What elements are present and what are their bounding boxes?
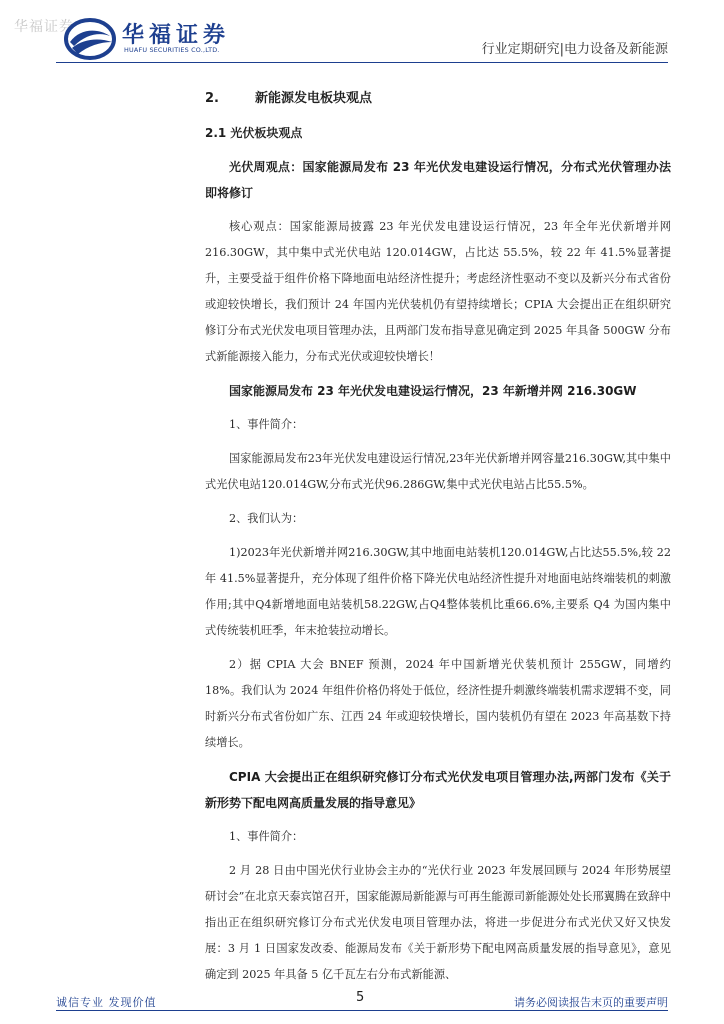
logo-name-cn: 华福证券 (122, 23, 231, 48)
document-body (205, 86, 671, 988)
header-divider (56, 62, 668, 63)
footer-divider (56, 1010, 668, 1011)
weekly-view-heading: 光伏周观点：国家能源局发布 23 年光伏发电建设运行情况，分布式光伏管理办法即将修订 (205, 160, 671, 200)
view-paragraph-2: 2）据 CPIA 大会 BNEF 预测，2024 年中国新增光伏装机预计 255GW，同增约 18%。我们认为 2024 年组件价格仍将处于低位，经济性提升刺激终端装机需求逻辑不变，同时新兴分布式省份如广东、江西 24 年或迎较快增长，国内装机仍有望在 2023 年高基数下持续增长。 (205, 658, 671, 749)
section-number: 2. (205, 91, 219, 106)
report-category: 行业定期研究|电力设备及新能源 (481, 42, 668, 57)
event-text-2: 2 月 28 日由中国光伏行业协会主办的“光伏行业 2023 年发展回顾与 2024 年形势展望研讨会”在北京天泰宾馆召开，国家能源局新能源与可再生能源司新能源处处长邢翼腾在致辞中指出正在组织研究修订分布式光伏发电项目管理办法，将进一步促进分布式光伏又好又快发展：3 月 1 日国家发改委、能源局发布《关于新形势下配电网高质量发展的指导意见》，意见确定到 2025 年具备 5 亿千瓦左右分布式新能源、 (205, 864, 671, 981)
event-label-1: 1、事件简介： (229, 418, 304, 431)
view-label-1: 2、我们认为： (229, 512, 304, 525)
section-title: 新能源发电板块观点 (255, 91, 373, 106)
event-label-2: 1、事件简介： (229, 830, 304, 843)
footer-disclaimer: 请务必阅读报告末页的重要声明 (514, 996, 668, 1009)
footer-slogan: 诚信专业 发现价值 (56, 996, 157, 1009)
company-logo (64, 16, 244, 62)
section-heading (205, 86, 671, 112)
watermark: 华福证券 (14, 19, 74, 35)
logo-mark-icon (64, 16, 120, 62)
news-heading-2: CPIA 大会提出正在组织研究修订分布式光伏发电项目管理办法,两部门发布《关于新形势下配电网高质量发展的指导意见》 (205, 770, 671, 810)
view-paragraph-1: 1)2023年光伏新增并网216.30GW,其中地面电站装机120.014GW,占比达55.5%,较 22 年 41.5%显著提升，充分体现了组件价格下降光伏电站经济性提升对地面电站终端装机的刺激作用;其中Q4新增地面电站装机58.22GW,占Q4整体装机比重66.6%,主要系 Q4 为国内集中式传统装机旺季，年末抢装拉动增长。 (205, 546, 671, 637)
logo-name-en: HUAFU SECURITIES CO.,LTD. (124, 46, 220, 54)
subsection-heading: 2.1 光伏板块观点 (205, 126, 303, 140)
page-number: 5 (356, 990, 365, 1005)
news-heading-1: 国家能源局发布 23 年光伏发电建设运行情况，23 年新增并网 216.30GW (229, 384, 637, 398)
core-view-paragraph: 核心观点：国家能源局披露 23 年光伏发电建设运行情况，23 年全年光伏新增并网 216.30GW，其中集中式光伏电站 120.014GW，占比达 55.5%，较 22 年 41.5%显著提升，主要受益于组件价格下降地面电站经济性提升；考虑经济性驱动不变以及新兴分布式省份或迎较快增长，我们预计 24 年国内光伏装机仍有望持续增长；CPIA 大会提出正在组织研究修订分布式光伏发电项目管理办法，且两部门发布指导意见确定到 2025 年具备 500GW 分布式新能源接入能力，分布式光伏或迎较快增长！ (205, 220, 671, 363)
event-text-1: 国家能源局发布23年光伏发电建设运行情况,23年光伏新增并网容量216.30GW,其中集中式光伏电站120.014GW,分布式光伏96.286GW,集中式光伏电站占比55.5%。 (205, 452, 671, 491)
